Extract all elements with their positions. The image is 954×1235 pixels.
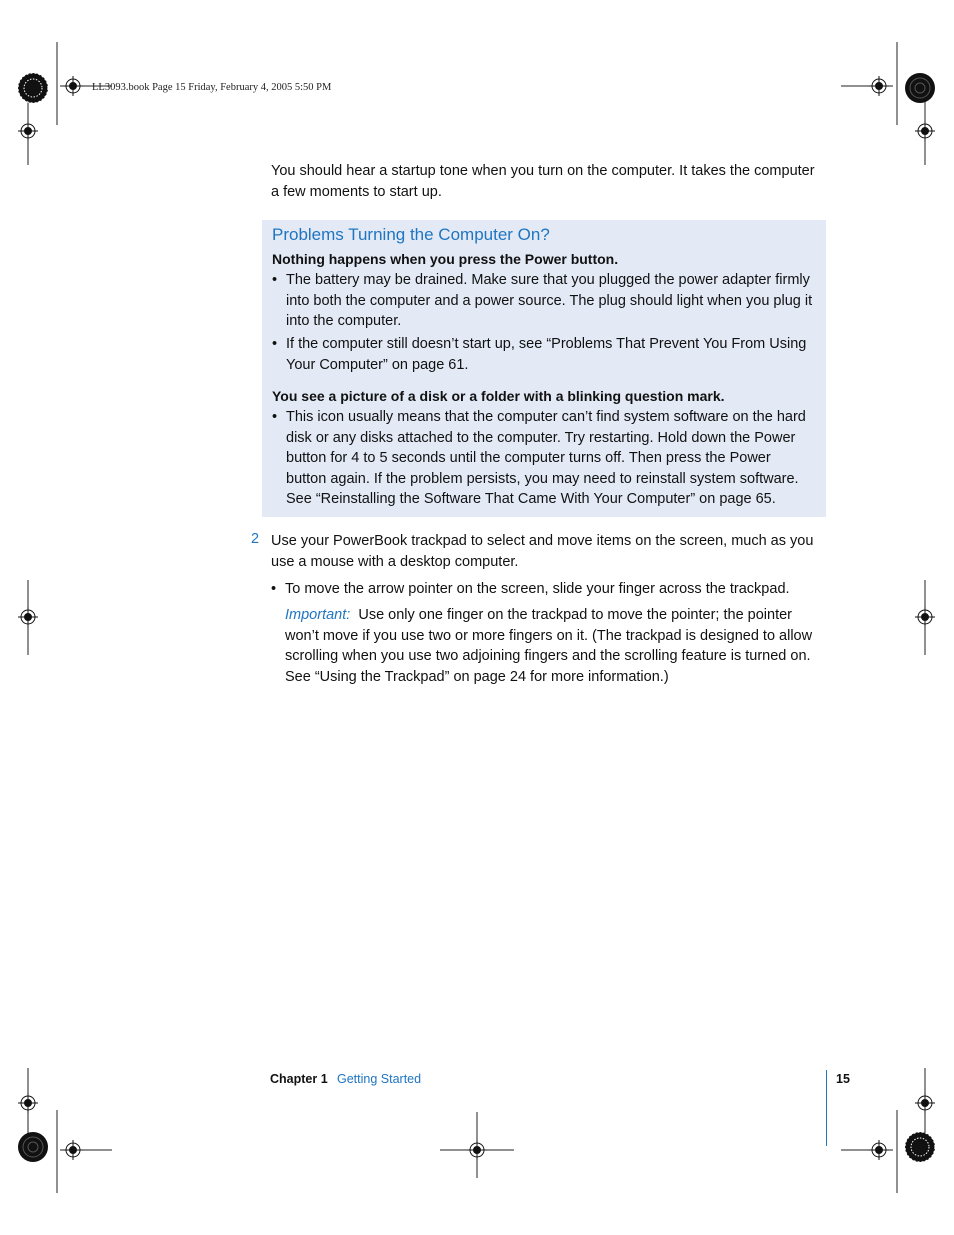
bullet-marker: •	[271, 581, 277, 597]
print-slug: LL3093.book Page 15 Friday, February 4, 2005 5:50 PM	[92, 82, 332, 93]
intro-paragraph: You should hear a startup tone when you turn on the computer. It takes the computer a few moments to start up.	[271, 163, 815, 200]
important-note	[285, 605, 820, 687]
section1-heading: Nothing happens when you press the Power button.	[272, 251, 619, 267]
section2-heading: You see a picture of a disk or a folder with a blinking question mark.	[272, 388, 725, 404]
footer-chapter: Chapter 1	[270, 1072, 328, 1086]
bullet-marker: •	[272, 409, 278, 425]
bullet-text: To move the arrow pointer on the screen, slide your finger across the trackpad.	[285, 581, 790, 597]
bullet-text: This icon usually means that the computer can’t find system software on the hard disk or any disks attached to the computer. Try restarting. Hold down the Power button for 4 to 5 seconds until the computer turns off. Then press the Power button again. If the problem persists, you may need to reinstall system software. See “Reinstalling the Software That Came With Your Computer” on page 65.	[286, 409, 806, 507]
footer-divider	[826, 1070, 827, 1146]
bullet-marker: •	[272, 336, 278, 352]
step-text: Use your PowerBook trackpad to select and move items on the screen, much as you use a mouse with a desktop computer.	[271, 533, 814, 570]
footer-chapter-name: Getting Started	[337, 1072, 422, 1086]
important-text: Use only one finger on the trackpad to move the pointer; the pointer won’t move if you use two or more fingers on it. (The trackpad is designed to allow scrolling when you use two adjoining fingers and the scrolling feature is turned on. See “Using the Trackpad” on page 24 for more information.)	[285, 607, 813, 685]
bullet-text: The battery may be drained. Make sure that you plugged the power adapter firmly into both the computer and a power source. The plug should light when you plug it into the computer.	[286, 272, 813, 329]
important-label: Important:	[285, 607, 351, 623]
troubleshooting-title: Problems Turning the Computer On?	[272, 225, 550, 244]
page-number: 15	[836, 1072, 850, 1086]
step-number: 2	[251, 531, 260, 547]
bullet-marker: •	[272, 272, 278, 288]
bullet-text: If the computer still doesn’t start up, see “Problems That Prevent You From Using Your Computer” on page 61.	[286, 336, 807, 373]
